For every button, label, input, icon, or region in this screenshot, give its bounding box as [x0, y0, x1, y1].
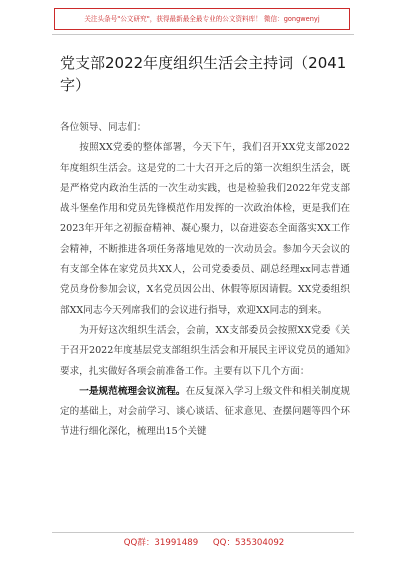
salutation: 各位领导、同志们： — [60, 122, 147, 133]
paragraph-lead: 一是规范梳理会议流程。 — [79, 385, 186, 397]
header-divider — [52, 34, 354, 35]
paragraph: 为开好这次组织生活会，会前，XX支部委员会按照XX党委《关于召开2022年度基层党支部组织生活会和开展民主评议党员的通知》要求，扎实做好各项会前准备工作。主要有以下几个方面： — [60, 324, 350, 377]
header-banner: 关注头条号"公文研究"，获得最新最全最专业的公文资料库！ 微信：gongwenyj — [54, 8, 350, 30]
footer-qq: QQ：535304092 — [212, 538, 285, 548]
paragraph: 按照XX党委的整体部署，今天下午，我们召开XX党支部2022年度组织生活会。这是党的二十大召开之后的第一次组织生活会，既是严格党内政治生活的一次生动实践，也是检验我们2022年党支部战斗堡垒作用和党员先锋模范作用发挥的一次政治体检，更是我们在2023年开年之初振奋精神、凝心聚力，以奋进姿态全面落实XX工作会精神，不断推进各项任务落地见效的一次动员会。参加今天会议的有支部全体在家党员共XX人，公司党委委员、副总经理xx同志普通党员身份参加会议，X名党员因公出、休假等原因请假。XX党委组织部XX同志今天列席我们的会议进行指导，欢迎XX同志的到来。 — [60, 142, 350, 316]
document-title: 党支部2022年度组织生活会主持词（2041字） — [60, 54, 347, 94]
footer-qq-group: QQ群：31991489 — [123, 538, 199, 548]
footer — [0, 536, 408, 548]
document-body — [60, 118, 350, 443]
paragraph — [60, 382, 350, 443]
footer-divider — [52, 532, 354, 533]
paragraph-text: 在反复深入学习上级文件和相关制度规定的基础上，对会前学习、谈心谈话、征求意见、查摆问题等四个环节进行细化深化，梳理出15个关键 — [60, 385, 351, 438]
